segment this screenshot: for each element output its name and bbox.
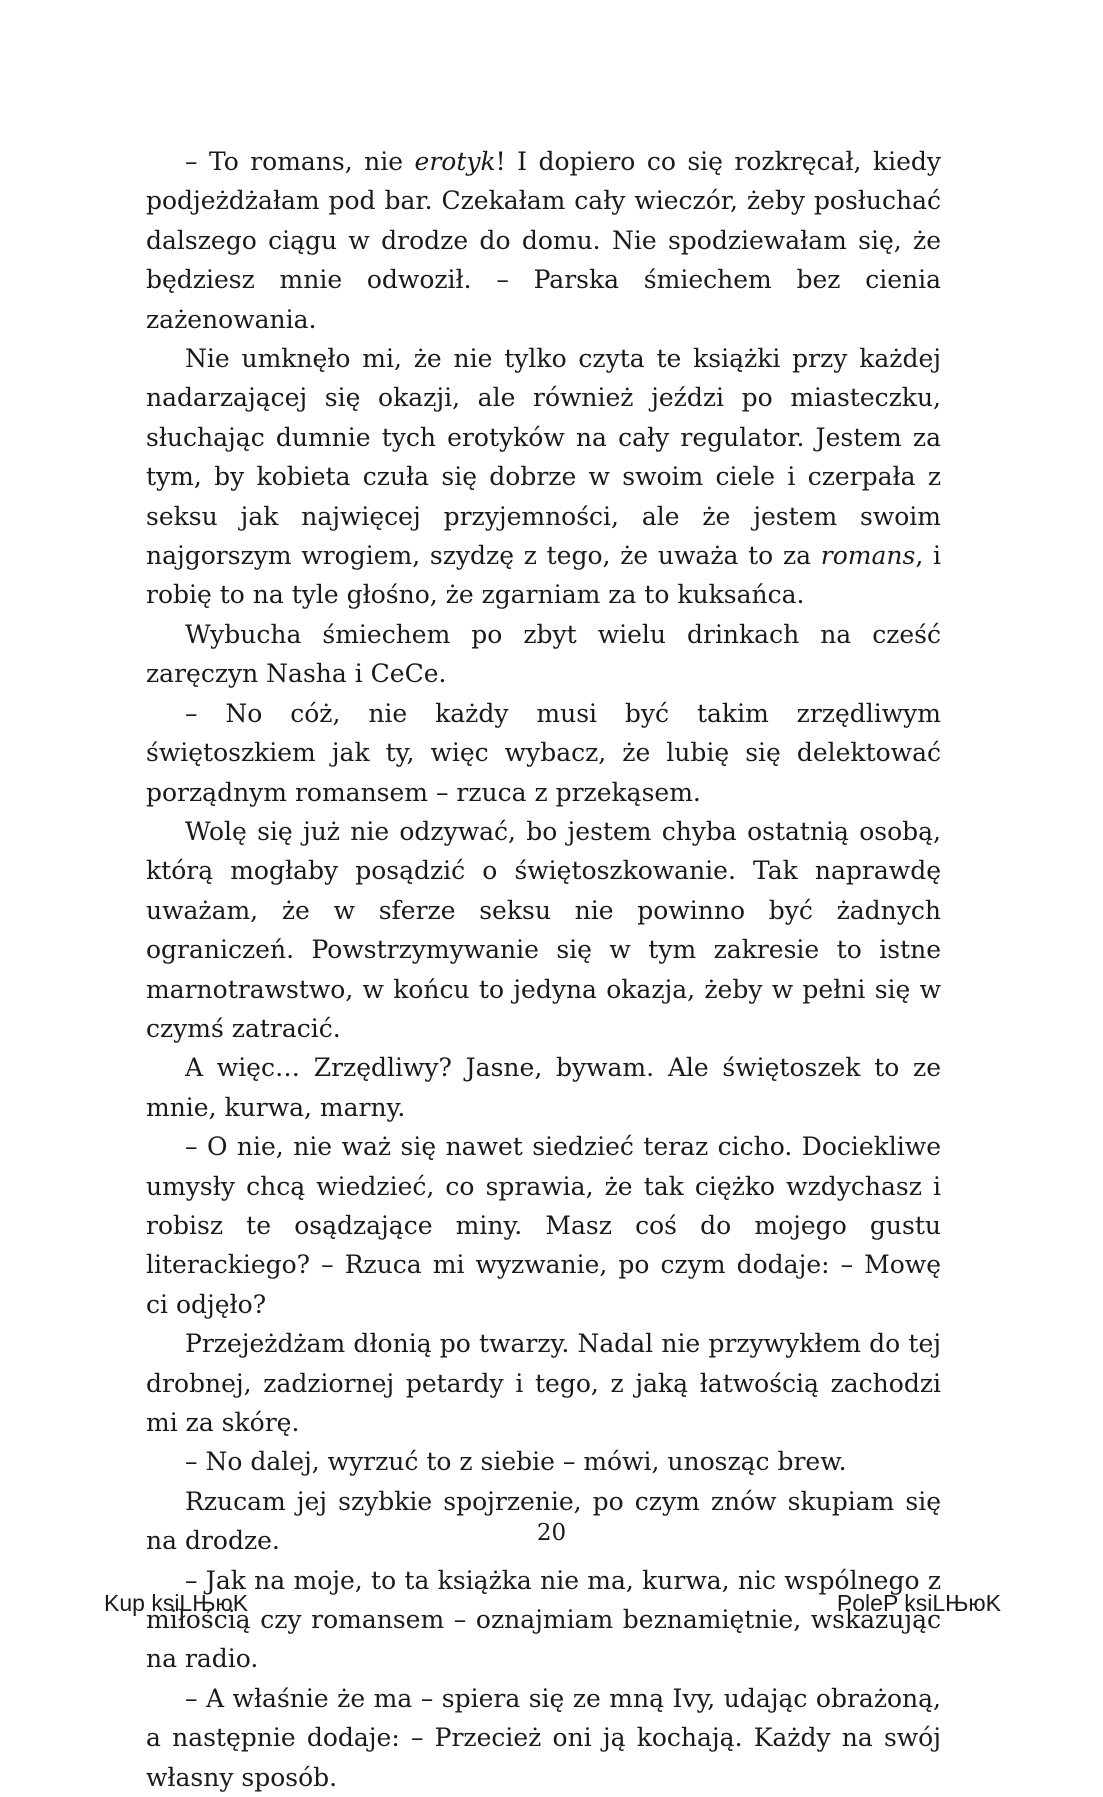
text-run: Wybucha śmiechem po zbyt wielu drinkach na cześć zaręczyn Nasha i CeCe. xyxy=(146,619,941,689)
paragraph xyxy=(146,812,941,1048)
text-run: Przejeżdżam dłonią po twarzy. Nadal nie przywykłem do tej drobnej, zadziornej petardy i tego, z jaką łatwością zachodzi mi za skórę. xyxy=(146,1329,941,1437)
paragraph xyxy=(146,1127,941,1324)
text-run: Nie umknęło mi, że nie tylko czyta te książki przy każdej nadarzającej się okazji, ale również jeździ po miasteczku, słuchając dumnie tych erotyków na cały regulator. Jestem za tym, by kobieta czuła się dobrze w swoim ciele i czerpała z seksu jak najwięcej przyjemności, ale że jestem swoim najgorszym wrogiem, szydzę z tego, że uważa to za xyxy=(146,344,941,571)
text-run: Rzucam jej szybkie spojrzenie, po czym znów skupiam się na drodze. xyxy=(146,1486,941,1556)
text-run: – A właśnie że ma – spiera się ze mną Ivy, udając obrażoną, a następnie dodaje: – Przecież oni ją kochają. Każdy na swój własny sposób. xyxy=(146,1683,941,1792)
text-run: – No dalej, wyrzuć to z siebie – mówi, unosząc brew. xyxy=(185,1447,847,1477)
italic-text: erotyk xyxy=(414,147,496,176)
paragraph xyxy=(146,1048,941,1127)
paragraph xyxy=(146,1442,941,1481)
paragraph xyxy=(146,339,941,615)
paragraph xyxy=(146,694,941,812)
page-number: 20 xyxy=(536,1520,567,1546)
paragraph xyxy=(146,1324,941,1442)
text-run: – No cóż, nie każdy musi być takim zrzędliwym świętoszkiem jak ty, więc wybacz, że lubię się delektować porządnym romansem – rzuca z przekąsem. xyxy=(146,698,941,807)
paragraph xyxy=(146,1561,941,1679)
paragraph xyxy=(146,615,941,694)
italic-text: romans xyxy=(820,541,916,571)
recommend-book-link[interactable]: PoleP ksiLЊюK xyxy=(836,1590,1001,1616)
text-run: , i robię to na tyle głośno, że zgarniam za to kuksańca. xyxy=(146,541,941,610)
text-run: – O nie, nie waż się nawet siedzieć teraz cicho. Dociekliwe umysły chcą wiedzieć, co sprawia, że tak ciężko wzdychasz i robisz te osądzające miny. Masz coś do mojego gustu literackiego? – Rzuca mi wyzwanie, po czym dodaje: – Mowę ci odjęło? xyxy=(146,1132,941,1319)
text-run: Wolę się już nie odzywać, bo jestem chyba ostatnią osobą, którą mogłaby posądzić o świętoszkowanie. Tak naprawdę uważam, że w sferze seksu nie powinno być żadnych ograniczeń. Powstrzymywanie się w tym zakresie to istne marnotrawstwo, w końcu to jedyna okazja, żeby w pełni się w czymś zatracić. xyxy=(146,816,941,1043)
text-run: – Jak na moje, to ta książka nie ma, kurwa, nic wspólnego z miłością czy romansem – oznajmiam beznamiętnie, wskazując na radio. xyxy=(146,1565,941,1674)
text-run: A więc… Zrzędliwy? Jasne, bywam. Ale świętoszek to ze mnie, kurwa, marny. xyxy=(146,1053,941,1122)
paragraph xyxy=(146,142,941,339)
body-text xyxy=(146,142,941,1797)
text-run: ! I dopiero co się rozkręcał, kiedy podjeżdżałam pod bar. Czekałam cały wieczór, żeby posłuchać dalszego ciągu w drodze do domu. Nie spodziewałam się, że będziesz mnie odwoził. – Parska śmiechem bez cienia zażenowania. xyxy=(146,147,941,334)
text-run: – To romans, nie xyxy=(185,147,415,176)
paragraph xyxy=(146,1679,941,1797)
buy-book-link[interactable]: Kup ksiLЊюK xyxy=(104,1590,249,1616)
